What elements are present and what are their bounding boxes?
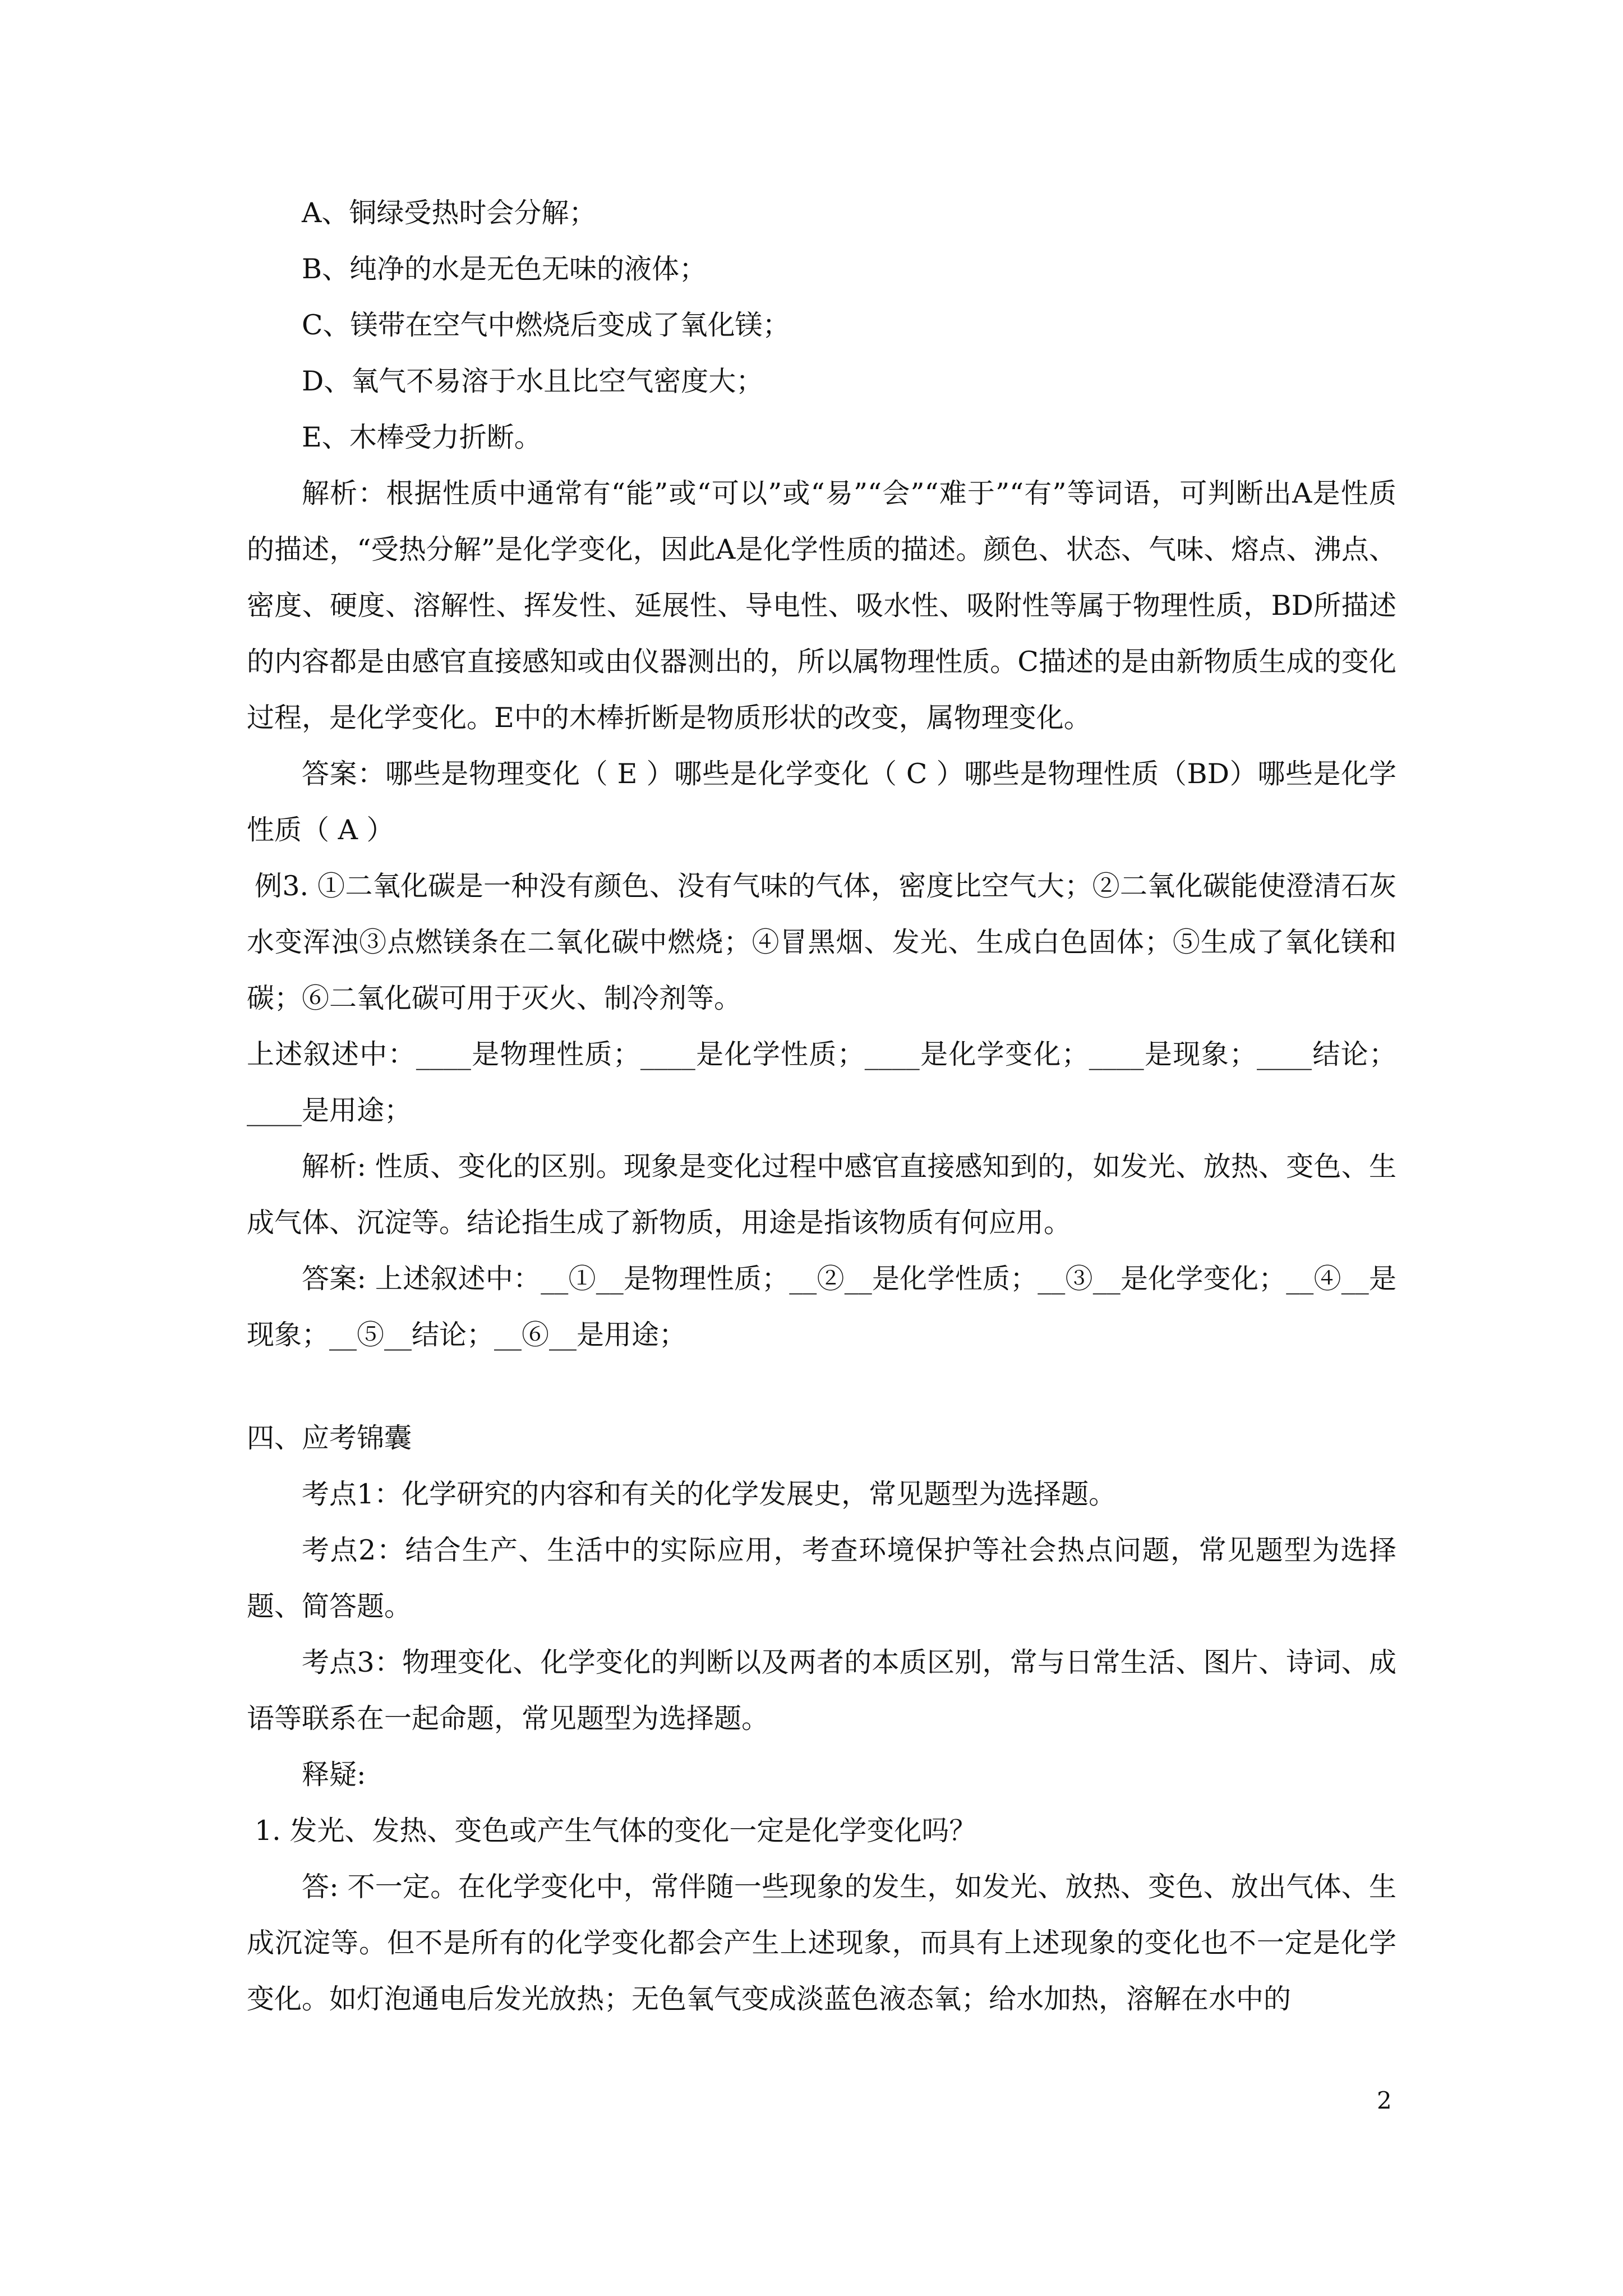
document-page bbox=[247, 185, 1396, 2027]
exam-point-1: 考点1：化学研究的内容和有关的化学发展史，常见题型为选择题。 bbox=[302, 1478, 1117, 1510]
section-title: 四、应考锦囊 bbox=[247, 1422, 412, 1454]
option-a: A、铜绿受热时会分解； bbox=[302, 197, 597, 229]
analysis-paragraph-3: 解析: 性质、变化的区别。现象是变化过程中感官直接感知到的，如发光、放热、变色、生成气体、沉淀等。结论指生成了新物质，用途是指该物质有何应用。 bbox=[247, 1151, 1396, 1239]
clarification-label: 释疑: bbox=[302, 1759, 366, 1791]
clarification-answer-1: 答: 不一定。在化学变化中，常伴随一些现象的发生，如发光、放热、变色、放出气体、生成沉淀等。但不是所有的化学变化都会产生上述现象，而具有上述现象的变化也不一定是化学变化。如灯泡通电后发光放热；无色氧气变成淡蓝色液态氧；给水加热，溶解在水中的 bbox=[247, 1871, 1396, 2015]
answer-paragraph-3: 答案: 上述叙述中：__①__是物理性质；__②__是化学性质；__③__是化学变化；__④__是现象；__⑤__结论；__⑥__是用途； bbox=[247, 1263, 1396, 1351]
exam-point-3: 考点3：物理变化、化学变化的判断以及两者的本质区别，常与日常生活、图片、诗词、成语等联系在一起命题，常见题型为选择题。 bbox=[247, 1646, 1396, 1734]
answer-paragraph-1: 答案：哪些是物理变化（ E ）哪些是化学变化（ C ）哪些是物理性质（BD）哪些是化学性质（ A ） bbox=[247, 758, 1396, 846]
question-3-paragraph: 上述叙述中：____是物理性质；____是化学性质；____是化学变化；____是现象；____结论；____是用途； bbox=[247, 1038, 1396, 1126]
option-d: D、氧气不易溶于水且比空气密度大； bbox=[302, 365, 764, 397]
exam-point-2: 考点2：结合生产、生活中的实际应用，考查环境保护等社会热点问题，常见题型为选择题、简答题。 bbox=[247, 1534, 1396, 1622]
option-b: B、纯净的水是无色无味的液体； bbox=[302, 253, 707, 285]
example-3-paragraph: 例3. ①二氧化碳是一种没有颜色、没有气味的气体，密度比空气大；②二氧化碳能使澄清石灰水变浑浊③点燃镁条在二氧化碳中燃烧；④冒黑烟、发光、生成白色固体；⑤生成了氧化镁和碳；⑥二氧化碳可用于灭火、制冷剂等。 bbox=[247, 870, 1396, 1014]
clarification-question-1: 1. 发光、发热、变色或产生气体的变化一定是化学变化吗？ bbox=[255, 1815, 977, 1847]
option-c: C、镁带在空气中燃烧后变成了氧化镁； bbox=[302, 309, 790, 341]
page-number: 2 bbox=[1377, 2087, 1392, 2114]
section-spacer bbox=[247, 1363, 1396, 1410]
analysis-paragraph-1: 解析：根据性质中通常有“能”或“可以”或“易”“会”“难于”“有”等词语，可判断出A是性质的描述，“受热分解”是化学变化，因此A是化学性质的描述。颜色、状态、气味、熔点、沸点、密度、硬度、溶解性、挥发性、延展性、导电性、吸水性、吸附性等属于物理性质，BD所描述的内容都是由感官直接感知或由仪器测出的，所以属物理性质。C描述的是由新物质生成的变化过程，是化学变化。E中的木棒折断是物质形状的改变，属物理变化。 bbox=[247, 477, 1396, 734]
option-e: E、木棒受力折断。 bbox=[302, 421, 542, 453]
